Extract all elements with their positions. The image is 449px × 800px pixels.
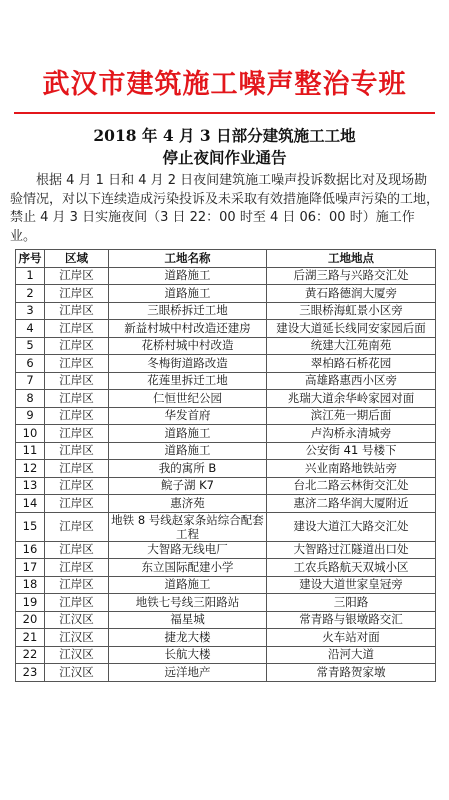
area-cell: 江岸区	[45, 477, 109, 495]
area-cell: 江岸区	[45, 460, 109, 478]
seq-cell: 7	[16, 372, 45, 390]
site-location-cell: 大智路过江隧道出口处	[267, 541, 436, 559]
site-name-cell: 新益村城中村改造还建房	[109, 320, 267, 338]
header-area: 区域	[45, 250, 109, 268]
site-name-cell: 道路施工	[109, 442, 267, 460]
area-cell: 江汉区	[45, 664, 109, 682]
seq-cell: 20	[16, 611, 45, 629]
site-location-cell: 建设大道世家皇冠旁	[267, 576, 436, 594]
site-location-cell: 翠柏路石桥花园	[267, 355, 436, 373]
area-cell: 江岸区	[45, 559, 109, 577]
table-row	[16, 541, 436, 559]
table-row	[16, 390, 436, 408]
site-location-cell: 沿河大道	[267, 646, 436, 664]
table-row	[16, 285, 436, 303]
site-name-cell: 地铁七号线三阳路站	[109, 594, 267, 612]
seq-cell: 17	[16, 559, 45, 577]
area-cell: 江岸区	[45, 407, 109, 425]
seq-cell: 4	[16, 320, 45, 338]
table-row	[16, 460, 436, 478]
seq-cell: 1	[16, 267, 45, 285]
table-row	[16, 372, 436, 390]
site-location-cell: 卢沟桥永清城旁	[267, 425, 436, 443]
title-divider	[14, 112, 435, 114]
area-cell: 江岸区	[45, 512, 109, 541]
site-name-cell: 鲩子湖 K7	[109, 477, 267, 495]
site-location-cell: 工农兵路航天双城小区	[267, 559, 436, 577]
site-name-cell: 东立国际配建小学	[109, 559, 267, 577]
table-row	[16, 337, 436, 355]
table-row	[16, 442, 436, 460]
area-cell: 江岸区	[45, 372, 109, 390]
seq-cell: 19	[16, 594, 45, 612]
seq-cell: 13	[16, 477, 45, 495]
table-header-row	[16, 250, 436, 268]
site-name-cell: 道路施工	[109, 267, 267, 285]
area-cell: 江汉区	[45, 629, 109, 647]
site-location-cell: 建设大道江大路交汇处	[267, 512, 436, 541]
site-name-cell: 道路施工	[109, 285, 267, 303]
table-row	[16, 477, 436, 495]
seq-cell: 6	[16, 355, 45, 373]
site-name-cell: 花桥村城中村改造	[109, 337, 267, 355]
area-cell: 江岸区	[45, 425, 109, 443]
site-name-cell: 捷龙大楼	[109, 629, 267, 647]
table-row	[16, 355, 436, 373]
notice-title-line2: 停止夜间作业通告	[162, 148, 287, 167]
site-location-cell: 火车站对面	[267, 629, 436, 647]
site-name-cell: 冬梅街道路改造	[109, 355, 267, 373]
table-row	[16, 302, 436, 320]
seq-cell: 11	[16, 442, 45, 460]
site-location-cell: 台北二路云林街交汇处	[267, 477, 436, 495]
area-cell: 江岸区	[45, 320, 109, 338]
table-row	[16, 407, 436, 425]
area-cell: 江岸区	[45, 541, 109, 559]
seq-cell: 21	[16, 629, 45, 647]
site-location-cell: 滨江苑一期后面	[267, 407, 436, 425]
table-row	[16, 576, 436, 594]
org-title: 武汉市建筑施工噪声整治专班	[42, 69, 407, 100]
area-cell: 江岸区	[45, 337, 109, 355]
seq-cell: 9	[16, 407, 45, 425]
seq-cell: 14	[16, 495, 45, 513]
site-name-cell: 道路施工	[109, 576, 267, 594]
table-row	[16, 320, 436, 338]
area-cell: 江岸区	[45, 302, 109, 320]
area-cell: 江汉区	[45, 646, 109, 664]
area-cell: 江岸区	[45, 390, 109, 408]
seq-cell: 15	[16, 512, 45, 541]
site-name-cell: 道路施工	[109, 425, 267, 443]
site-name-cell: 地铁 8 号线赵家条站综合配套工程	[109, 512, 267, 541]
seq-cell: 18	[16, 576, 45, 594]
sites-table	[15, 249, 436, 682]
site-name-cell: 惠济苑	[109, 495, 267, 513]
site-name-cell: 远洋地产	[109, 664, 267, 682]
site-name-cell: 福星城	[109, 611, 267, 629]
site-name-cell: 华发首府	[109, 407, 267, 425]
table-row	[16, 646, 436, 664]
site-name-cell: 仁恒世纪公园	[109, 390, 267, 408]
notice-body: 根据 4 月 1 日和 4 月 2 日夜间建筑施工噪声投诉数据比对及现场勘验情况，对以下连续造成污染投诉及未采取有效措施降低噪声污染的工地，禁止 4 月 3 日实施夜间（3 日 22：00 时至 4 日 06：00 时）施工作业。	[10, 173, 440, 244]
seq-cell: 2	[16, 285, 45, 303]
seq-cell: 10	[16, 425, 45, 443]
site-location-cell: 三眼桥海虹景小区旁	[267, 302, 436, 320]
table-row	[16, 425, 436, 443]
seq-cell: 3	[16, 302, 45, 320]
site-location-cell: 惠济二路华润大厦附近	[267, 495, 436, 513]
table-row	[16, 611, 436, 629]
site-location-cell: 后湖三路与兴路交汇处	[267, 267, 436, 285]
site-location-cell: 常青路与银墩路交汇	[267, 611, 436, 629]
table-row	[16, 629, 436, 647]
seq-cell: 5	[16, 337, 45, 355]
site-location-cell: 兆瑞大道余华岭家园对面	[267, 390, 436, 408]
area-cell: 江岸区	[45, 355, 109, 373]
area-cell: 江岸区	[45, 576, 109, 594]
site-location-cell: 黄石路德润大厦旁	[267, 285, 436, 303]
site-location-cell: 常青路贺家墩	[267, 664, 436, 682]
area-cell: 江汉区	[45, 611, 109, 629]
site-location-cell: 兴业南路地铁站旁	[267, 460, 436, 478]
site-location-cell: 公安街 41 号楼下	[267, 442, 436, 460]
header-seq: 序号	[16, 250, 45, 268]
area-cell: 江岸区	[45, 495, 109, 513]
header-site-name: 工地名称	[109, 250, 267, 268]
site-name-cell: 花莲里拆迁工地	[109, 372, 267, 390]
site-location-cell: 三阳路	[267, 594, 436, 612]
table-row	[16, 594, 436, 612]
site-name-cell: 三眼桥拆迁工地	[109, 302, 267, 320]
area-cell: 江岸区	[45, 442, 109, 460]
site-location-cell: 高雄路惠西小区旁	[267, 372, 436, 390]
seq-cell: 16	[16, 541, 45, 559]
seq-cell: 12	[16, 460, 45, 478]
site-name-cell: 长航大楼	[109, 646, 267, 664]
table-row	[16, 664, 436, 682]
table-row	[16, 267, 436, 285]
site-location-cell: 统建大江苑南苑	[267, 337, 436, 355]
seq-cell: 8	[16, 390, 45, 408]
site-name-cell: 我的寓所 B	[109, 460, 267, 478]
header-site-location: 工地地点	[267, 250, 436, 268]
area-cell: 江岸区	[45, 285, 109, 303]
seq-cell: 23	[16, 664, 45, 682]
notice-title-line1: 2018 年 4 月 3 日部分建筑施工工地	[93, 126, 356, 145]
seq-cell: 22	[16, 646, 45, 664]
table-row	[16, 495, 436, 513]
site-name-cell: 大智路无线电厂	[109, 541, 267, 559]
area-cell: 江岸区	[45, 267, 109, 285]
area-cell: 江岸区	[45, 594, 109, 612]
site-location-cell: 建设大道延长线同安家园后面	[267, 320, 436, 338]
table-body	[16, 267, 436, 681]
table-row	[16, 512, 436, 541]
table-row	[16, 559, 436, 577]
